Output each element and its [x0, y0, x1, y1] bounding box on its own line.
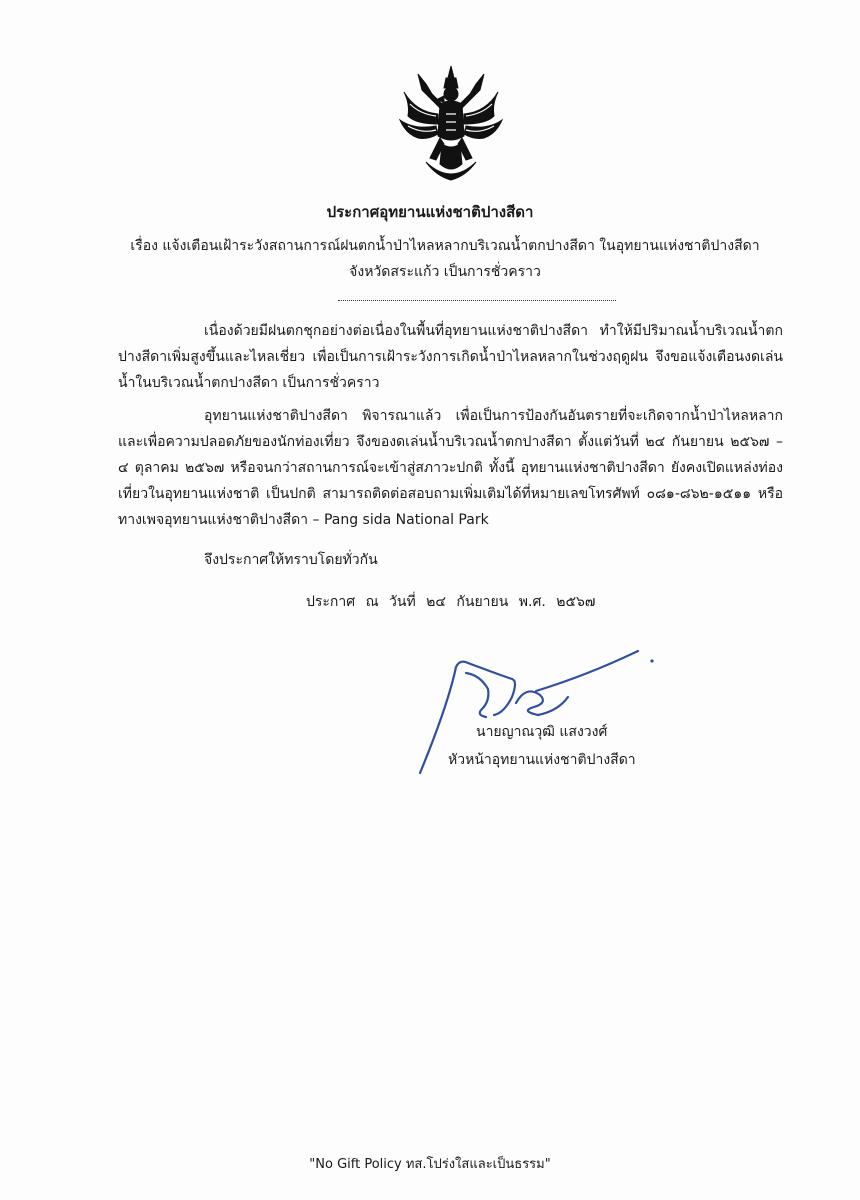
inform-statement: จึงประกาศให้ทราบโดยทั่วกัน	[204, 552, 378, 568]
signer-title: หัวหน้าอุทยานแห่งชาติปางสีดา	[448, 752, 636, 768]
announcement-date: ประกาศ ณ วันที่ ๒๔ กันยายน พ.ศ. ๒๕๖๗	[306, 594, 596, 610]
announcement-title: ประกาศอุทยานแห่งชาติปางสีดา	[326, 203, 534, 221]
subject-line-2: จังหวัดสระแก้ว เป็นการชั่วคราว	[349, 264, 541, 280]
subject-line-1: เรื่อง แจ้งเตือนเฝ้าระวังสถานการณ์ฝนตกน้ำป่าไหลหลากบริเวณน้ำตกปางสีดา ในอุทยานแห่งชาติปางสีดา	[130, 238, 760, 254]
body-paragraph-1: เนื่องด้วยมีฝนตกชุกอย่างต่อเนื่องในพื้นที่อุทยานแห่งชาติปางสีดา ทำให้มีปริมาณน้ำบริเวณน้ำตกปางสีดาเพิ่มสูงขึ้นและไหลเชี่ยว เพื่อเป็นการเฝ้าระวังการเกิดน้ำป่าไหลหลากในช่วงฤดูฝน จึงขอแจ้งเตือนงดเล่นน้ำในบริเวณน้ำตกปางสีดา เป็นการชั่วคราว	[118, 323, 783, 391]
signer-name: นายญาณวุฒิ แสงวงศ์	[476, 724, 608, 740]
footer-policy: "No Gift Policy ทส.โปร่งใสและเป็นธรรม"	[309, 1157, 551, 1172]
garuda-emblem-icon	[396, 64, 506, 186]
body-paragraph-2: อุทยานแห่งชาติปางสีดา พิจารณาแล้ว เพื่อเป็นการป้องกันอันตรายที่จะเกิดจากน้ำป่าไหลหลากและเพื่อความปลอดภัยของนักท่องเที่ยว จึงของดเล่นน้ำบริเวณน้ำตกปางสีดา ตั้งแต่วันที่ ๒๔ กันยายน ๒๕๖๗ – ๔ ตุลาคม ๒๕๖๗ หรือจนกว่าสถานการณ์จะเข้าสู่สภาวะปกติ ทั้งนี้ อุทยานแห่งชาติปางสีดา ยังคงเปิดแหล่งท่องเที่ยวในอุทยานแห่งชาติ เป็นปกติ สามารถติดต่อสอบถามเพิ่มเติมได้ที่หมายเลขโทรศัพท์ ๐๘๑-๘๖๒-๑๕๑๑ หรือทางเพจอุทยานแห่งชาติปางสีดา – Pang sida National Park	[118, 408, 783, 528]
dotted-divider	[338, 300, 616, 301]
announcement-subject	[90, 233, 800, 285]
